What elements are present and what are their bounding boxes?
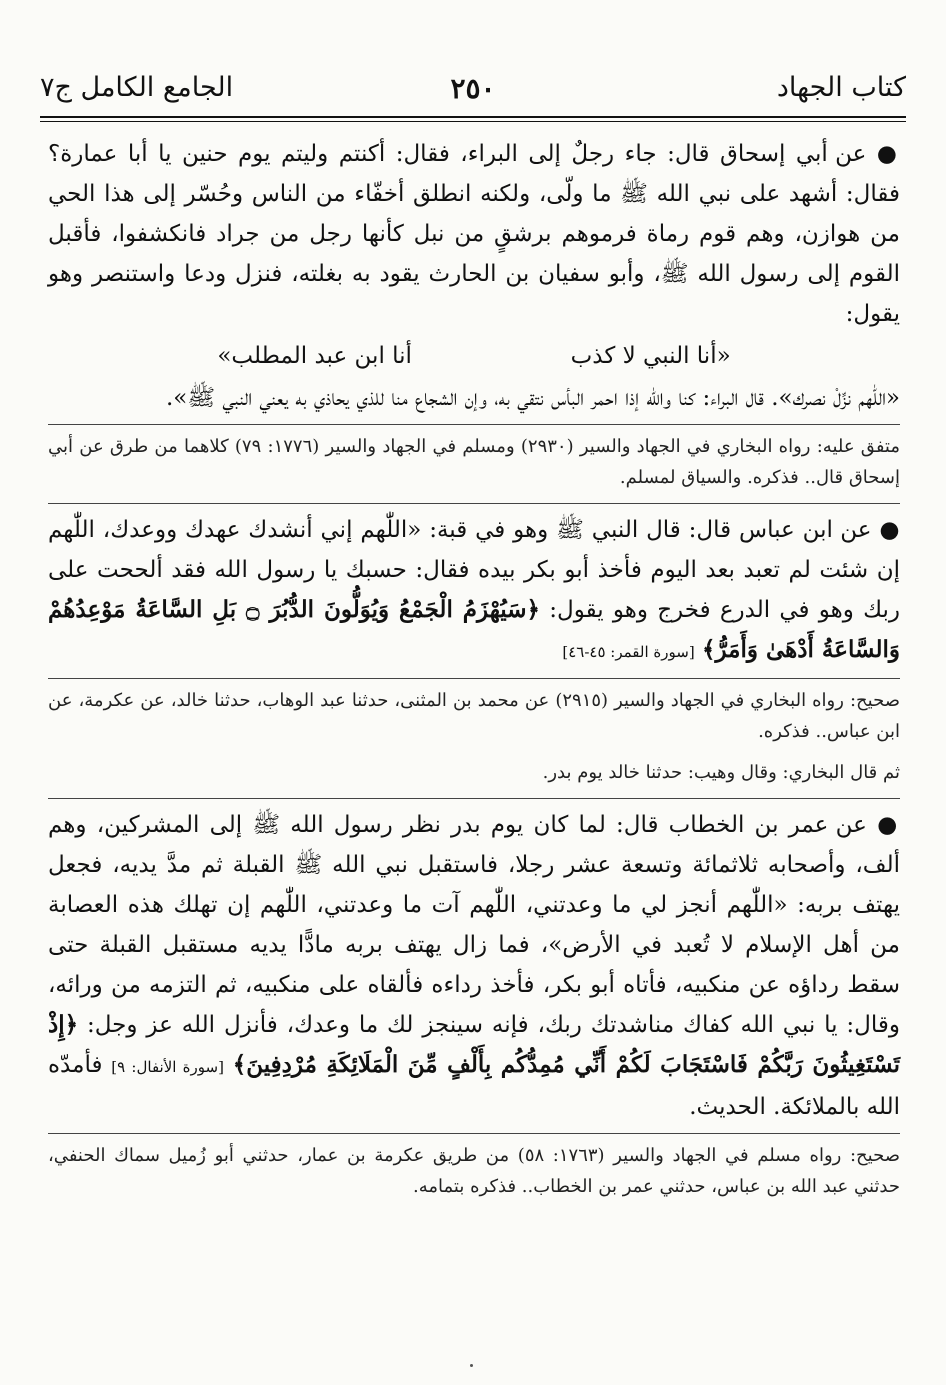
quran-reference: [سورة الأنفال: ٩] <box>111 1058 224 1076</box>
hadith-2 <box>48 510 900 672</box>
bullet-icon: ● <box>876 140 900 167</box>
poem-hemistich-left: أنا ابن عبد المطلب» <box>217 343 412 369</box>
separator <box>48 798 900 799</box>
bullet-icon: ● <box>877 811 900 838</box>
page-header <box>40 72 906 112</box>
poem-verse <box>48 334 900 378</box>
quran-reference: [سورة القمر: ٤٥-٤٦] <box>562 643 695 661</box>
header-rule-thick <box>40 116 906 118</box>
hadith-1-text: عن أبي إسحاق قال: جاء رجلٌ إلى البراء، فقال: أكنتم وليتم يوم حنين يا أبا عمارة؟ فقال: أشهد على نبي الله ﷺ ما ولّى، ولكنه انطلق أخفّاء من الناس وحُسّر إلى هذا الحي من هوازن، وهم قوم رماة فرموهم برشقٍ من نبل كأنها رجل من جراد فانكشفوا، فأقبل القوم إلى رسول الله ﷺ، وأبو سفيان بن الحارث يقود به بغلته، فنزل ودعا واستنصر وهو يقول: <box>48 141 900 327</box>
page-number: ٢٥٠ <box>450 72 496 105</box>
bullet-icon: ● <box>879 516 900 543</box>
separator <box>48 1133 900 1134</box>
page-body <box>48 134 900 1212</box>
quran-verse: ﴿سَيُهْزَمُ الْجَمْعُ وَيُوَلُّونَ الدُّبُرَ ۝ بَلِ السَّاعَةُ مَوْعِدُهُمْ وَالسَّاعَةُ أَدْهَىٰ وَأَمَرُّ﴾ <box>48 596 900 663</box>
separator <box>48 503 900 504</box>
chapter-title: كتاب الجهاد <box>776 72 906 103</box>
hadith-1 <box>48 134 900 334</box>
takhrij-4: صحيح: رواه مسلم في الجهاد والسير (١٧٦٣: ٥٨) من طريق عكرمة بن عمار، حدثني أبو زُميل سماك الحنفي، حدثني عبد الله بن عباس، حدثني عمر بن الخطاب.. فذكره بتمامه. <box>48 1145 900 1197</box>
poem-hemistich-right: «أنا النبي لا كذب <box>570 343 731 369</box>
separator <box>48 678 900 679</box>
takhrij-2: صحيح: رواه البخاري في الجهاد والسير (٢٩١٥) عن محمد بن المثنى، حدثنا عبد الوهاب، حدثنا خالد، عن عكرمة، عن ابن عباس.. فذكره. <box>48 690 900 742</box>
header-rule-thin <box>40 121 906 122</box>
hadith-2-text: عن ابن عباس قال: قال النبي ﷺ وهو في قبة: «اللّٰهم إني أنشدك عهدك ووعدك، اللّٰهم إن شئت لم تعبد بعد اليوم فأخذ أبو بكر بيده فقال: حسبك يا رسول الله فقد ألححت على ربك وهو في الدرع فخرج وهو يقول: <box>48 517 901 623</box>
separator <box>48 424 900 425</box>
quran-verse: ﴿إِذْ تَسْتَغِيثُونَ رَبَّكُمْ فَاسْتَجَابَ لَكُمْ أَنِّي مُمِدُّكُم بِأَلْفٍ مِّنَ الْمَلَائِكَةِ مُرْدِفِينَ﴾ <box>48 1011 900 1078</box>
book-title: الجامع الكامل ج٧ <box>40 72 234 103</box>
hadith-3 <box>48 805 900 1127</box>
page-speck <box>470 1364 473 1367</box>
hadith-3-text: عن عمر بن الخطاب قال: لما كان يوم بدر نظر رسول الله ﷺ إلى المشركين، وهم ألف، وأصحابه ثلاثمائة وتسعة عشر رجلا، فاستقبل نبي الله ﷺ القبلة ثم مدَّ يديه، فجعل يهتف بربه: «اللّٰهم أنجز لي ما وعدتني، اللّٰهم آت ما وعدتني، اللّٰهم إن تهلك هذه العصابة من أهل الإسلام لا تُعبد في الأرض»، فما زال يهتف بربه مادًّا يديه مستقبل القبلة حتى سقط رداؤه عن منكبيه، فأتاه أبو بكر، فأخذ رداءه فألقاه على منكبيه، ثم التزمه من ورائه، وقال: يا نبي الله كفاك مناشدتك ربك، فإنه سينجز لك ما وعدك، فأنزل الله عز وجل: <box>48 812 901 1038</box>
hadith-1-ending: «اللّٰهم نزِّلْ نصرك». قال البراء: كنا والله إذا احمر البأس نتقي به، وإن الشجاع منا للذي يحاذي به يعني النبي ﷺ». <box>165 385 900 411</box>
takhrij-3: ثم قال البخاري: وقال وهيب: حدثنا خالد يوم بدر. <box>542 762 900 783</box>
takhrij-1: متفق عليه: رواه البخاري في الجهاد والسير (٢٩٣٠) ومسلم في الجهاد والسير (١٧٧٦: ٧٩) كلاهما من طرق عن أبي إسحاق قال.. فذكره. والسياق لمسلم. <box>48 436 900 488</box>
hadith-3-ending: فأمدّه الله بالملائكة. الحديث. <box>48 1052 900 1120</box>
